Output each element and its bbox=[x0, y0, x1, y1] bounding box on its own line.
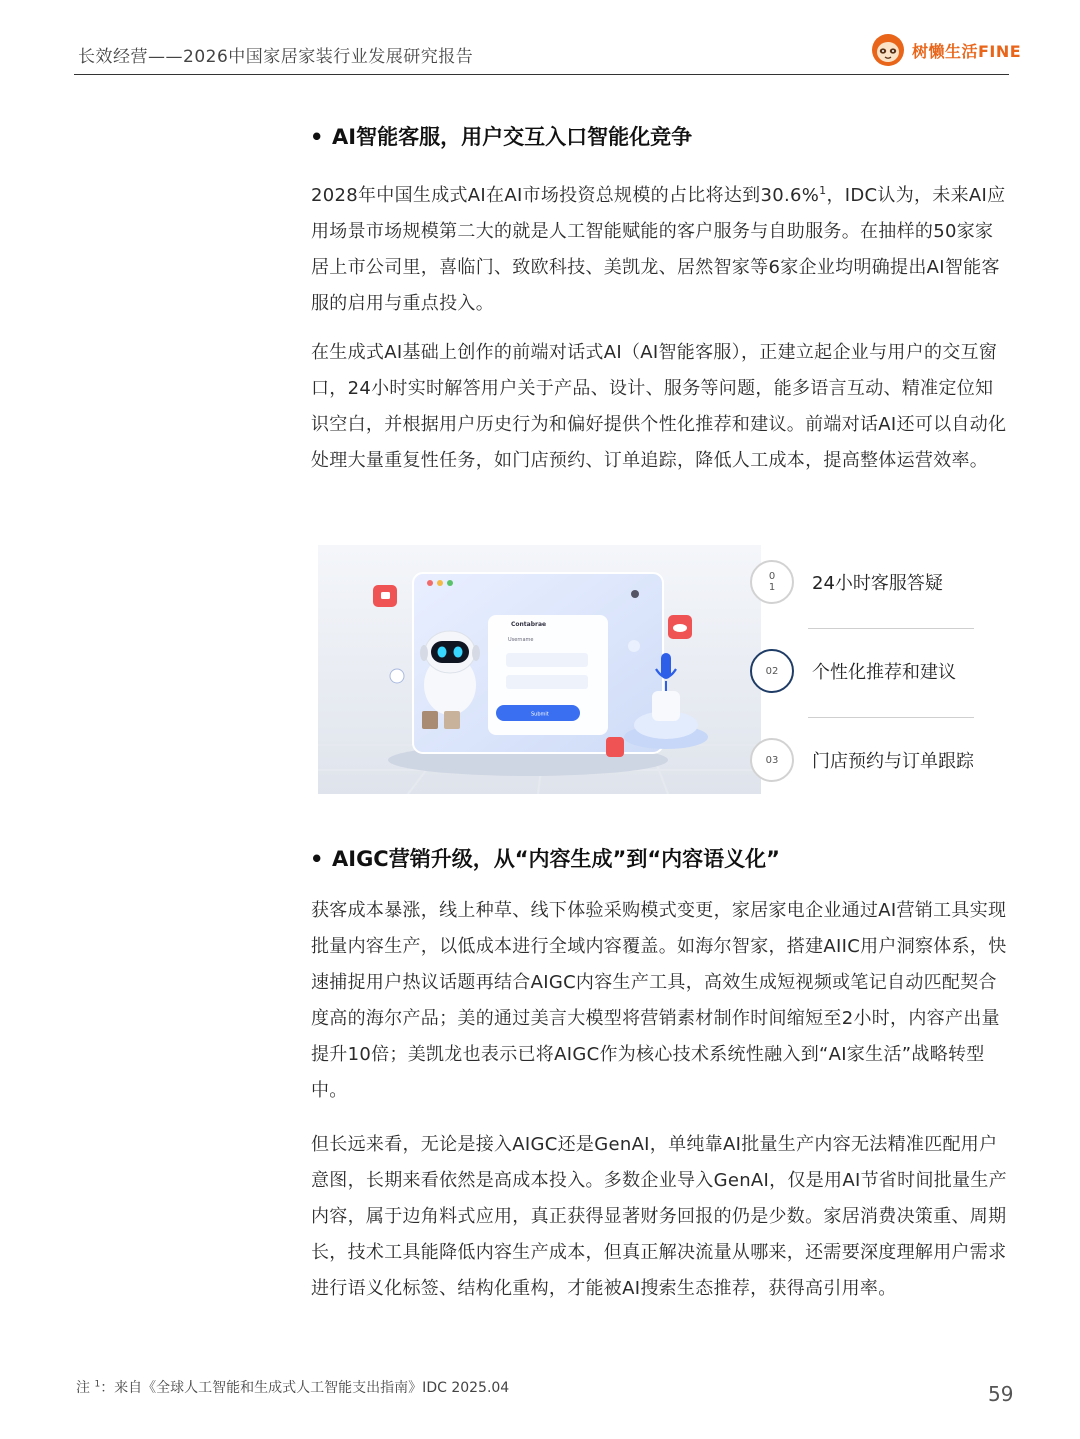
footnote: 注 $^1$：来自《全球人工智能和生成式人工智能支出指南》IDC 2025.04 bbox=[76, 1379, 510, 1396]
step-number-badge: 03 bbox=[750, 738, 794, 782]
robot-icon bbox=[420, 631, 480, 715]
step-number-badge: 02 bbox=[750, 649, 794, 693]
paragraph: 获客成本暴涨，线上种草、线下体验采购模式变更，家居家电企业通过AI营销工具实现批量内容生产，以低成本进行全域内容覆盖。如海尔智家，搭建AIIC用户洞察体系，快速捕捉用户热议话题再结合AIGC内容生产工具，高效生成短视频或笔记自动匹配契合度高的海尔产品；美的通过美言大模型将营销素材制作时间缩短至2小时，内容产出量提升10倍；美凯龙也表示已将AIGC作为核心技术系统性融入到“AI家生活”战略转型中。 bbox=[311, 900, 1007, 1101]
section-heading-text: AIGC营销升级，从“内容生成”到“内容语义化” bbox=[332, 847, 780, 871]
form-submit-label: Submit bbox=[531, 711, 549, 718]
bullet-icon: • bbox=[310, 847, 324, 871]
form-title: Contabrae bbox=[511, 621, 547, 628]
page-number: 59 bbox=[988, 1382, 1014, 1406]
step-label: 个性化推荐和建议 bbox=[812, 662, 956, 683]
calendar-app-icon bbox=[606, 737, 624, 757]
step-divider bbox=[808, 717, 974, 718]
step-number-badge: 0 1 bbox=[750, 560, 794, 604]
paragraph: 在生成式AI基础上创作的前端对话式AI（AI智能客服），正建立起企业与用户的交互窗口，24小时实时解答用户关于产品、设计、服务等问题，能多语言互动、精准定位知识空白，并根据用户历史行为和偏好提供个性化推荐和建议。前端对话AI还可以自动化处理大量重复性任务，如门店预约、订单追踪，降低人工成本，提高整体运营效率。 bbox=[311, 342, 1007, 471]
paragraph: 2028年中国生成式AI在AI市场投资总规模的占比将达到30.6%$^1$，IDC认为，未来AI应用场景市场规模第二大的就是人工智能赋能的客户服务与自助服务。在抽样的50家家居上市公司里，喜临门、致欧科技、美凯龙、居然智家等6家企业均明确提出AI智能客服的启用与重点投入。 bbox=[311, 184, 1006, 314]
step-label: 门店预约与订单跟踪 bbox=[812, 751, 974, 772]
brand-name: 树懒生活FINE bbox=[912, 41, 1022, 61]
ai-customer-service-illustration bbox=[318, 545, 761, 794]
section-heading-aigc-marketing bbox=[312, 843, 780, 873]
step-item-2 bbox=[750, 649, 956, 693]
step-label: 24小时客服答疑 bbox=[812, 573, 943, 594]
bullet-icon: • bbox=[310, 125, 324, 149]
paragraph: 但长远来看，无论是接入AIGC还是GenAI，单纯靠AI批量生产内容无法精准匹配用户意图，长期来看依然是高成本投入。多数企业导入GenAI，仅是用AI节省时间批量生产内容，属于边角料式应用，真正获得显著财务回报的仍是少数。家居消费决策重、周期长，技术工具能降低内容生产成本，但真正解决流量从哪来，还需要深度理解用户需求进行语义化标签、结构化重构，才能被AI搜索生态推荐，获得高引用率。 bbox=[311, 1134, 1007, 1299]
sloth-logo-icon bbox=[870, 32, 906, 68]
footnote-marker: 1 bbox=[819, 184, 827, 197]
step-item-3 bbox=[750, 738, 974, 782]
step-divider bbox=[808, 628, 974, 629]
section-heading-ai-customer-service bbox=[312, 121, 692, 151]
brand bbox=[870, 32, 1021, 68]
step-item-1 bbox=[750, 560, 943, 604]
header-divider bbox=[74, 74, 1009, 75]
section-heading-text: AI智能客服，用户交互入口智能化竞争 bbox=[332, 125, 693, 149]
form-label: Username bbox=[508, 637, 534, 643]
report-title: 长效经营——2026中国家居家装行业发展研究报告 bbox=[78, 47, 474, 67]
